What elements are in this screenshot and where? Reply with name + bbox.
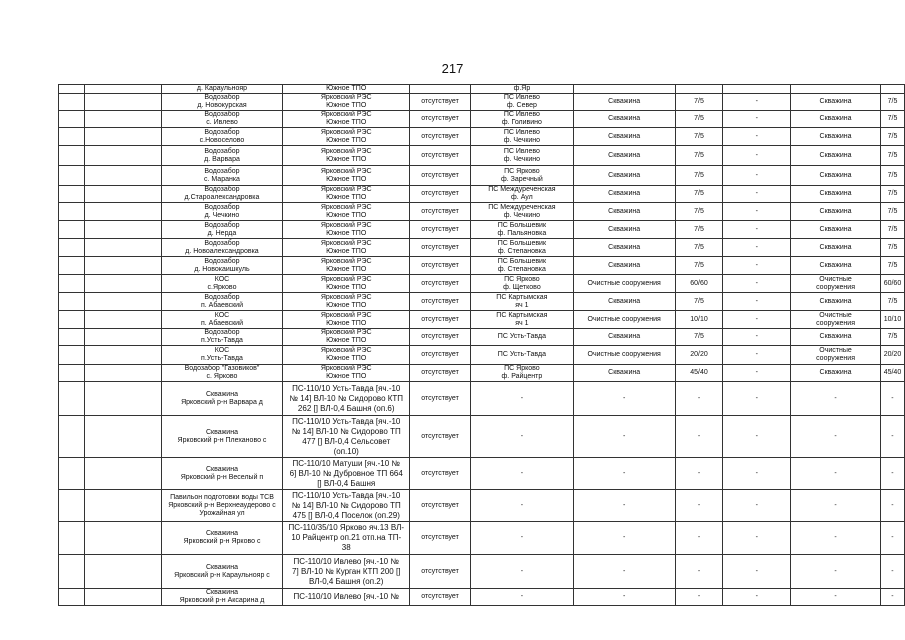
cell-owner: Ярковский РЭС Южное ТПО: [283, 346, 410, 365]
cell-obj: Водозабор п.Усть-Тавда: [161, 329, 283, 346]
cell-feed: отсутствует: [410, 239, 471, 257]
cell-v1: [675, 85, 723, 94]
cell-t1: Очистные сооружения: [573, 346, 675, 365]
table-row: [59, 416, 905, 458]
empty-cell: [84, 111, 161, 128]
cell-t1: Скважина: [573, 94, 675, 111]
cell-feed: отсутствует: [410, 94, 471, 111]
cell-t2: Скважина: [791, 329, 881, 346]
cell-t2: Скважина: [791, 203, 881, 221]
cell-t2: -: [791, 522, 881, 555]
cell-v1: 7/5: [675, 203, 723, 221]
cell-sub: -: [470, 555, 573, 589]
cell-obj: Водозабор д. Новокаишкуль: [161, 257, 283, 275]
cell-v1: 7/5: [675, 111, 723, 128]
cell-sub: -: [470, 416, 573, 458]
cell-owner: Ярковский РЭС Южное ТПО: [283, 146, 410, 166]
cell-t2: Скважина: [791, 293, 881, 311]
table-row: [59, 186, 905, 203]
empty-cell: [84, 146, 161, 166]
cell-feed: отсутствует: [410, 522, 471, 555]
cell-v1: 7/5: [675, 94, 723, 111]
cell-t2: Очистные сооружения: [791, 346, 881, 365]
cell-v1: 7/5: [675, 146, 723, 166]
cell-feed: отсутствует: [410, 146, 471, 166]
cell-feed: отсутствует: [410, 166, 471, 186]
cell-d: -: [723, 166, 791, 186]
cell-t2: -: [791, 490, 881, 522]
table-row: [59, 346, 905, 365]
cell-sub: ПС Ивлево ф. Чечкино: [470, 128, 573, 146]
cell-sub: ПС Большевик ф. Степановка: [470, 257, 573, 275]
cell-v1: 7/5: [675, 186, 723, 203]
cell-d: [723, 85, 791, 94]
empty-cell: [59, 329, 85, 346]
cell-feed: отсутствует: [410, 382, 471, 416]
cell-obj: Скважина Ярковский р-н Плеханово с: [161, 416, 283, 458]
empty-cell: [59, 458, 85, 490]
table-row: [59, 257, 905, 275]
cell-t1: Скважина: [573, 365, 675, 382]
cell-v1: 7/5: [675, 257, 723, 275]
cell-t1: Очистные сооружения: [573, 275, 675, 293]
cell-sub: ПС Большевик ф. Степановка: [470, 239, 573, 257]
empty-cell: [84, 166, 161, 186]
empty-cell: [84, 458, 161, 490]
empty-cell: [59, 203, 85, 221]
table-row: [59, 293, 905, 311]
cell-v1: 45/40: [675, 365, 723, 382]
empty-cell: [84, 203, 161, 221]
cell-v1: 7/5: [675, 239, 723, 257]
cell-v1: 7/5: [675, 166, 723, 186]
cell-sub: -: [470, 589, 573, 606]
cell-v2: 7/5: [880, 128, 904, 146]
empty-cell: [59, 365, 85, 382]
cell-v1: -: [675, 382, 723, 416]
cell-d: -: [723, 257, 791, 275]
cell-v2: 7/5: [880, 166, 904, 186]
cell-obj: Водозабор д. Нерда: [161, 221, 283, 239]
cell-t1: -: [573, 522, 675, 555]
cell-v1: -: [675, 416, 723, 458]
cell-v1: 7/5: [675, 221, 723, 239]
cell-feed: отсутствует: [410, 275, 471, 293]
cell-t2: Скважина: [791, 128, 881, 146]
cell-v2: 7/5: [880, 94, 904, 111]
table-row: [59, 275, 905, 293]
cell-d: -: [723, 329, 791, 346]
cell-d: -: [723, 221, 791, 239]
cell-t1: Скважина: [573, 257, 675, 275]
table-row: [59, 555, 905, 589]
cell-v1: -: [675, 522, 723, 555]
cell-owner: Южное ТПО: [283, 85, 410, 94]
cell-feed: отсутствует: [410, 111, 471, 128]
table-row: [59, 94, 905, 111]
empty-cell: [84, 275, 161, 293]
cell-feed: отсутствует: [410, 365, 471, 382]
cell-obj: Водозабор с.Новоселово: [161, 128, 283, 146]
empty-cell: [59, 275, 85, 293]
cell-sub: ПС Картымская яч 1: [470, 311, 573, 329]
cell-owner: Ярковский РЭС Южное ТПО: [283, 293, 410, 311]
facilities-table: [58, 84, 905, 606]
table-row: [59, 365, 905, 382]
table-row: [59, 490, 905, 522]
cell-d: -: [723, 146, 791, 166]
cell-owner: Ярковский РЭС Южное ТПО: [283, 203, 410, 221]
cell-t1: -: [573, 382, 675, 416]
cell-obj: Скважина Ярковский р-н Ярково с: [161, 522, 283, 555]
empty-cell: [59, 382, 85, 416]
cell-t1: Скважина: [573, 166, 675, 186]
cell-v1: 20/20: [675, 346, 723, 365]
cell-sub: ПС Междуреченская ф. Чечкино: [470, 203, 573, 221]
empty-cell: [84, 416, 161, 458]
cell-owner: Ярковский РЭС Южное ТПО: [283, 239, 410, 257]
cell-obj: Скважина Ярковский р-н Веселый п: [161, 458, 283, 490]
cell-v2: 20/20: [880, 346, 904, 365]
cell-d: -: [723, 293, 791, 311]
cell-t1: Скважина: [573, 186, 675, 203]
cell-v1: 7/5: [675, 293, 723, 311]
cell-owner: ПС-110/10 Ивлево [яч.-10 №: [283, 589, 410, 606]
cell-t2: Скважина: [791, 94, 881, 111]
cell-obj: КОС п.Усть-Тавда: [161, 346, 283, 365]
cell-v1: -: [675, 555, 723, 589]
cell-feed: отсутствует: [410, 186, 471, 203]
cell-t1: Скважина: [573, 128, 675, 146]
cell-d: -: [723, 346, 791, 365]
cell-t2: Скважина: [791, 365, 881, 382]
cell-d: -: [723, 94, 791, 111]
cell-obj: Водозабор "Газовиков" с. Ярково: [161, 365, 283, 382]
cell-t1: Скважина: [573, 329, 675, 346]
cell-t2: Скважина: [791, 239, 881, 257]
cell-d: -: [723, 365, 791, 382]
empty-cell: [59, 257, 85, 275]
cell-t1: Скважина: [573, 293, 675, 311]
cell-v1: 7/5: [675, 128, 723, 146]
empty-cell: [84, 329, 161, 346]
cell-obj: Водозабор д.Староалександровка: [161, 186, 283, 203]
cell-v2: 7/5: [880, 239, 904, 257]
cell-v2: 45/40: [880, 365, 904, 382]
cell-v2: -: [880, 416, 904, 458]
table-row: [59, 382, 905, 416]
empty-cell: [84, 186, 161, 203]
table-row: [59, 203, 905, 221]
cell-feed: отсутствует: [410, 311, 471, 329]
cell-v2: -: [880, 382, 904, 416]
cell-t1: -: [573, 458, 675, 490]
cell-sub: ПС Ярково ф. Райцентр: [470, 365, 573, 382]
cell-obj: Водозабор п. Абаевский: [161, 293, 283, 311]
cell-t2: -: [791, 382, 881, 416]
cell-obj: Скважина Ярковский р-н Варвара д: [161, 382, 283, 416]
cell-sub: ПС Ивлево ф. Голивино: [470, 111, 573, 128]
cell-feed: отсутствует: [410, 589, 471, 606]
cell-sub: ПС Усть-Тавда: [470, 329, 573, 346]
empty-cell: [84, 293, 161, 311]
cell-v2: 7/5: [880, 203, 904, 221]
empty-cell: [84, 382, 161, 416]
cell-v2: 60/60: [880, 275, 904, 293]
empty-cell: [84, 346, 161, 365]
cell-t2: Скважина: [791, 186, 881, 203]
cell-t2: Скважина: [791, 257, 881, 275]
empty-cell: [59, 166, 85, 186]
cell-feed: отсутствует: [410, 329, 471, 346]
cell-owner: Ярковский РЭС Южное ТПО: [283, 221, 410, 239]
cell-feed: отсутствует: [410, 128, 471, 146]
cell-d: -: [723, 186, 791, 203]
empty-cell: [59, 555, 85, 589]
cell-owner: Ярковский РЭС Южное ТПО: [283, 128, 410, 146]
cell-obj: Водозабор д. Чечкино: [161, 203, 283, 221]
cell-owner: Ярковский РЭС Южное ТПО: [283, 311, 410, 329]
cell-t1: [573, 85, 675, 94]
cell-t2: Очистные сооружения: [791, 275, 881, 293]
cell-owner: Ярковский РЭС Южное ТПО: [283, 111, 410, 128]
cell-d: -: [723, 522, 791, 555]
table-row: [59, 128, 905, 146]
cell-t1: Скважина: [573, 111, 675, 128]
cell-obj: Водозабор д. Варвара: [161, 146, 283, 166]
empty-cell: [59, 111, 85, 128]
empty-cell: [59, 416, 85, 458]
cell-sub: ПС Ивлево ф. Север: [470, 94, 573, 111]
cell-t2: -: [791, 458, 881, 490]
cell-sub: -: [470, 490, 573, 522]
cell-v1: -: [675, 458, 723, 490]
cell-obj: Водозабор д. Новоалександровка: [161, 239, 283, 257]
table-row: [59, 311, 905, 329]
cell-d: -: [723, 458, 791, 490]
cell-sub: ПС Большевик ф. Пальяновка: [470, 221, 573, 239]
table-row: [59, 589, 905, 606]
cell-owner: Ярковский РЭС Южное ТПО: [283, 275, 410, 293]
cell-feed: отсутствует: [410, 203, 471, 221]
empty-cell: [84, 85, 161, 94]
cell-d: -: [723, 111, 791, 128]
cell-feed: отсутствует: [410, 257, 471, 275]
empty-cell: [59, 589, 85, 606]
empty-cell: [84, 589, 161, 606]
cell-feed: отсутствует: [410, 555, 471, 589]
cell-t1: -: [573, 589, 675, 606]
cell-t2: [791, 85, 881, 94]
cell-feed: отсутствует: [410, 293, 471, 311]
empty-cell: [59, 85, 85, 94]
page-number: 217: [441, 61, 464, 76]
cell-t1: Скважина: [573, 239, 675, 257]
empty-cell: [59, 522, 85, 555]
cell-obj: Скважина Ярковский р-н Аксарина д: [161, 589, 283, 606]
cell-obj: Скважина Ярковский р-н Караульнояр с: [161, 555, 283, 589]
empty-cell: [84, 555, 161, 589]
cell-t1: -: [573, 555, 675, 589]
cell-v2: 7/5: [880, 221, 904, 239]
cell-v1: 10/10: [675, 311, 723, 329]
cell-sub: ПС Ярково ф. Щетково: [470, 275, 573, 293]
cell-d: -: [723, 382, 791, 416]
cell-owner: Ярковский РЭС Южное ТПО: [283, 186, 410, 203]
cell-d: -: [723, 239, 791, 257]
empty-cell: [59, 128, 85, 146]
table-row: [59, 111, 905, 128]
cell-t1: Скважина: [573, 221, 675, 239]
cell-v2: -: [880, 555, 904, 589]
cell-t2: Скважина: [791, 166, 881, 186]
cell-owner: ПС-110/10 Усть-Тавда [яч.-10 № 14] ВЛ-10 № Сидорово КТП 262 [] ВЛ-0,4 Башня (оп.6): [283, 382, 410, 416]
table-row: [59, 522, 905, 555]
cell-v2: -: [880, 522, 904, 555]
cell-v2: [880, 85, 904, 94]
cell-v2: 10/10: [880, 311, 904, 329]
cell-v1: 7/5: [675, 329, 723, 346]
cell-t2: Скважина: [791, 111, 881, 128]
cell-d: -: [723, 128, 791, 146]
cell-v2: 7/5: [880, 186, 904, 203]
cell-v2: -: [880, 490, 904, 522]
empty-cell: [84, 490, 161, 522]
cell-owner: Ярковский РЭС Южное ТПО: [283, 365, 410, 382]
empty-cell: [84, 257, 161, 275]
empty-cell: [59, 94, 85, 111]
cell-d: -: [723, 490, 791, 522]
cell-v2: 7/5: [880, 329, 904, 346]
cell-v2: -: [880, 589, 904, 606]
cell-d: -: [723, 555, 791, 589]
cell-feed: отсутствует: [410, 458, 471, 490]
cell-t2: -: [791, 589, 881, 606]
cell-v1: 60/60: [675, 275, 723, 293]
empty-cell: [84, 365, 161, 382]
cell-t2: -: [791, 416, 881, 458]
table-row: [59, 221, 905, 239]
empty-cell: [84, 522, 161, 555]
empty-cell: [84, 221, 161, 239]
cell-feed: отсутствует: [410, 221, 471, 239]
empty-cell: [84, 239, 161, 257]
cell-obj: КОС с.Ярково: [161, 275, 283, 293]
cell-v1: -: [675, 490, 723, 522]
cell-sub: -: [470, 458, 573, 490]
empty-cell: [59, 146, 85, 166]
cell-owner: ПС-110/10 Усть-Тавда [яч.-10 № 14] ВЛ-10 № Сидорово ТП 475 [] ВЛ-0,4 Поселок (оп.29): [283, 490, 410, 522]
cell-v2: 7/5: [880, 146, 904, 166]
cell-t2: Скважина: [791, 221, 881, 239]
cell-v2: 7/5: [880, 111, 904, 128]
cell-t1: -: [573, 416, 675, 458]
cell-t1: Очистные сооружения: [573, 311, 675, 329]
table-row: [59, 146, 905, 166]
cell-d: -: [723, 275, 791, 293]
empty-cell: [59, 186, 85, 203]
cell-sub: ПС Ивлево ф. Чечкино: [470, 146, 573, 166]
cell-obj: Павильон подготовки воды ТСВ Ярковский р-н Верхнеаудерово с Урожайная ул: [161, 490, 283, 522]
cell-owner: Ярковский РЭС Южное ТПО: [283, 329, 410, 346]
cell-feed: отсутствует: [410, 416, 471, 458]
table-row: [59, 239, 905, 257]
cell-obj: Водозабор д. Новокурская: [161, 94, 283, 111]
cell-d: -: [723, 589, 791, 606]
cell-feed: отсутствует: [410, 490, 471, 522]
cell-obj: КОС п. Абаевский: [161, 311, 283, 329]
empty-cell: [59, 346, 85, 365]
cell-t2: Скважина: [791, 146, 881, 166]
empty-cell: [59, 221, 85, 239]
cell-v2: -: [880, 458, 904, 490]
table-row: [59, 458, 905, 490]
empty-cell: [59, 293, 85, 311]
cell-owner: ПС-110/10 Ивлево [яч.-10 № 7] ВЛ-10 № Курган КТП 200 [] ВЛ-0,4 Башня (оп.2): [283, 555, 410, 589]
cell-obj: Водозабор с. Ивлево: [161, 111, 283, 128]
cell-d: -: [723, 311, 791, 329]
cell-t2: Очистные сооружения: [791, 311, 881, 329]
table-row: [59, 85, 905, 94]
cell-t1: Скважина: [573, 146, 675, 166]
empty-cell: [59, 239, 85, 257]
cell-owner: ПС-110/10 Усть-Тавда [яч.-10 № 14] ВЛ-10 № Сидорово ТП 477 [] ВЛ-0,4 Сельсовет (оп.10): [283, 416, 410, 458]
cell-owner: Ярковский РЭС Южное ТПО: [283, 166, 410, 186]
cell-sub: ПС Картымская яч 1: [470, 293, 573, 311]
cell-owner: Ярковский РЭС Южное ТПО: [283, 94, 410, 111]
cell-t2: -: [791, 555, 881, 589]
empty-cell: [84, 94, 161, 111]
cell-t1: -: [573, 490, 675, 522]
cell-v1: -: [675, 589, 723, 606]
cell-owner: ПС-110/35/10 Ярково яч.13 ВЛ- 10 Райцентр оп.21 отп.на ТП- 38: [283, 522, 410, 555]
empty-cell: [84, 128, 161, 146]
cell-feed: отсутствует: [410, 346, 471, 365]
cell-sub: -: [470, 522, 573, 555]
cell-d: -: [723, 203, 791, 221]
cell-obj: д. Караульнояр: [161, 85, 283, 94]
table-row: [59, 166, 905, 186]
cell-owner: ПС-110/10 Матуши [яч.-10 № 6] ВЛ-10 № Дубровное ТП 664 [] ВЛ-0,4 Башня: [283, 458, 410, 490]
cell-sub: ПС Междуреченская ф. Аул: [470, 186, 573, 203]
cell-feed: [410, 85, 471, 94]
empty-cell: [59, 490, 85, 522]
table-row: [59, 329, 905, 346]
cell-v2: 7/5: [880, 293, 904, 311]
empty-cell: [59, 311, 85, 329]
cell-t1: Скважина: [573, 203, 675, 221]
cell-sub: ф.Яр: [470, 85, 573, 94]
cell-owner: Ярковский РЭС Южное ТПО: [283, 257, 410, 275]
cell-sub: ПС Усть-Тавда: [470, 346, 573, 365]
cell-d: -: [723, 416, 791, 458]
cell-sub: ПС Ярково ф. Заречный: [470, 166, 573, 186]
cell-v2: 7/5: [880, 257, 904, 275]
cell-sub: -: [470, 382, 573, 416]
empty-cell: [84, 311, 161, 329]
cell-obj: Водозабор с. Маранка: [161, 166, 283, 186]
